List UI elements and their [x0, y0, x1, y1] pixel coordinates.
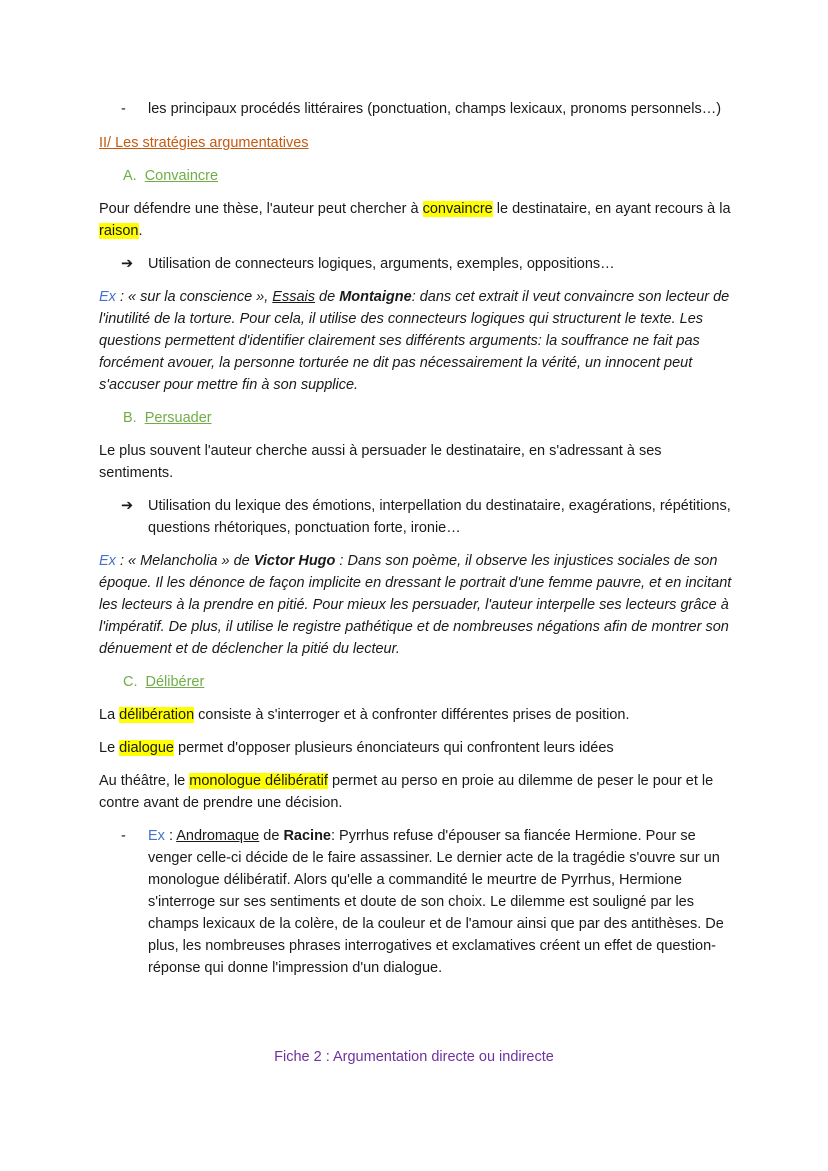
text-run: permet au perso en proie au dilemme de peser le pour et le contre avant de prendre une décision. [99, 773, 714, 811]
subsection-b-letter: B. [123, 410, 137, 426]
text-run: permet d'opposer plusieurs énonciateurs qui confrontent leurs idées [174, 740, 614, 756]
deliberer-example-text [148, 828, 724, 976]
author-name: Montaigne [339, 289, 412, 305]
intro-bullet-item [99, 98, 739, 120]
subsection-c-letter: C. [123, 674, 138, 690]
ex-label: Ex [148, 828, 165, 844]
ex-label: Ex [99, 289, 116, 305]
convaincre-paragraph [99, 198, 739, 242]
text-run: : Pyrrhus refuse d'épouser sa fiancée Hermione. Pour se venger celle-ci décide de le faire assassiner. Le dernier acte de la tragédie s'ouvre sur un monologue délibératif. Alors qu'elle a commandité le meurtre de Pyrrhus, Hermione s'interroge sur ses sentiments et doute de son choix. Le dilemme est souligné par les champs lexicaux de la colère, de la couleur et de l'amour ainsi que par des antithèses. De plus, les nombreuses phrases interrogatives et exclamatives créent un effet de question-réponse qui donne l'impression d'un dialogue. [148, 828, 724, 976]
text-run: de [259, 828, 284, 844]
persuader-paragraph: Le plus souvent l'auteur cherche aussi à persuader le destinataire, en s'adressant à ses sentiments. [99, 443, 662, 481]
highlight-monologue: monologue délibératif [189, 773, 328, 789]
work-title: Essais [272, 289, 315, 305]
ex-label: Ex [99, 553, 116, 569]
text-run: Le [99, 740, 120, 756]
page-footer: Fiche 2 : Argumentation directe ou indirecte [274, 1049, 554, 1065]
persuader-example [99, 550, 739, 660]
convaincre-arrow-item [99, 253, 739, 275]
highlight-convaincre: convaincre [422, 201, 493, 217]
deliberer-example-item [99, 825, 739, 979]
intro-bullet-text: les principaux procédés littéraires (ponctuation, champs lexicaux, pronoms personnels…) [148, 101, 722, 117]
persuader-arrow-item [99, 495, 739, 539]
dash-bullet: - [121, 101, 126, 117]
subsection-c-text: Délibérer [145, 674, 205, 690]
section-title: II/ Les stratégies argumentatives [99, 135, 309, 151]
text-run: de [315, 289, 340, 305]
arrow-icon: ➔ [121, 256, 134, 272]
author-name: Victor Hugo [253, 553, 336, 569]
subsection-a-letter: A. [123, 168, 137, 184]
page-content [99, 98, 739, 979]
dash-bullet: - [121, 828, 126, 844]
subsection-c-title [99, 671, 739, 693]
subsection-a-title [99, 165, 739, 187]
text-run: . [138, 223, 143, 239]
arrow-item-text: Utilisation du lexique des émotions, interpellation du destinataire, exagérations, répétitions, questions rhétoriques, ponctuation forte, ironie… [148, 498, 731, 536]
text-run: : Dans son poème, il observe les injustices sociales de son époque. Il les dénonce de façon implicite en dressant le portrait d'une femme pauvre, et en incitant les lecteurs à la prendre en pitié. Pour mieux les persuader, l'auteur interpelle ses lecteurs grâce à l'impératif. De plus, il utilise le registre pathétique et de nombreuses négations afin de montrer son dénuement et de déclencher la pitié du lecteur. [99, 553, 732, 657]
subsection-b-text: Persuader [144, 410, 212, 426]
text-run: : dans cet extrait il veut convaincre son lecteur de l'inutilité de la torture. Pour cela, il utilise des connecteurs logiques qui structurent le texte. Les questions permettent d'identifier clairement ses différents arguments: la souffrance ne fait pas forcément avouer, la personne torturée ne dit pas nécessairement la vérité, un innocent peut s'accuser pour mettre fin à son supplice. [99, 289, 730, 393]
subsection-a-text: Convaincre [144, 168, 219, 184]
work-title: Andromaque [176, 828, 260, 844]
deliberation-paragraph [99, 704, 739, 726]
arrow-item-text: Utilisation de connecteurs logiques, arguments, exemples, oppositions… [148, 256, 615, 272]
highlight-raison: raison [99, 223, 139, 239]
arrow-icon: ➔ [121, 498, 134, 514]
text-run: : « Melancholia » de [115, 553, 254, 569]
text-run: le destinataire, en ayant recours à la [492, 201, 731, 217]
text-run: Au théâtre, le [99, 773, 190, 789]
text-run: : « sur la conscience », [115, 289, 273, 305]
convaincre-example [99, 286, 739, 396]
highlight-dialogue: dialogue [119, 740, 174, 756]
highlight-deliberation: délibération [119, 707, 195, 723]
monologue-paragraph [99, 770, 739, 814]
text-run: Pour défendre une thèse, l'auteur peut chercher à [99, 201, 423, 217]
dialogue-paragraph [99, 737, 739, 759]
text-run: : [164, 828, 177, 844]
author-name: Racine [283, 828, 331, 844]
text-run: consiste à s'interroger et à confronter différentes prises de position. [194, 707, 630, 723]
subsection-b-title [99, 407, 739, 429]
text-run: La [99, 707, 120, 723]
